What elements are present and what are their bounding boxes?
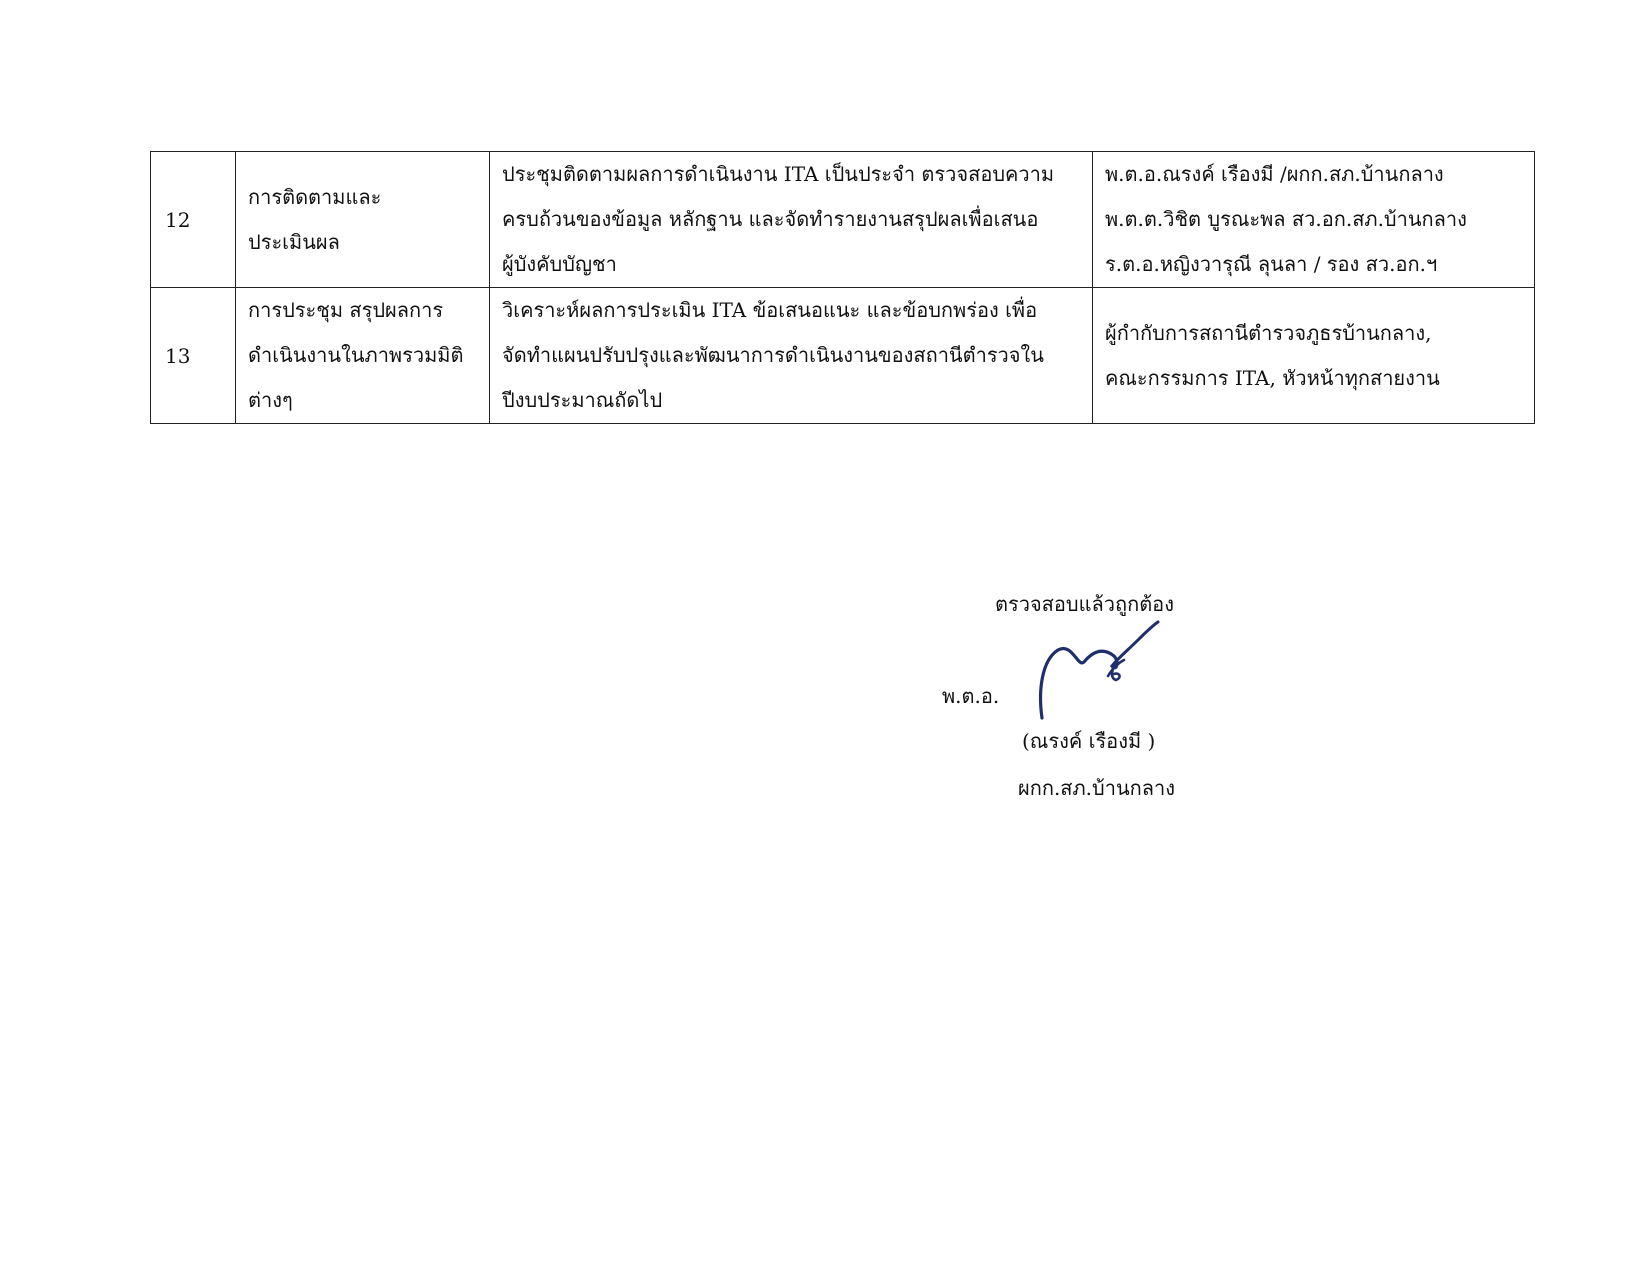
- signature-stroke: [1041, 648, 1118, 718]
- topic-line: ประเมินผล: [248, 229, 340, 254]
- row-number-cell: [151, 288, 236, 424]
- details-line: ประชุมติดตามผลการดำเนินงาน ITA เป็นประจำ ตรวจสอบความ: [502, 162, 1055, 186]
- signature-stroke: [1112, 622, 1158, 666]
- details-line: จัดทำแผนปรับปรุงและพัฒนาการดำเนินงานของสถานีตำรวจใน: [502, 343, 1044, 367]
- topic-cell: [236, 288, 490, 424]
- table-row: [151, 152, 1535, 288]
- verified-statement: ตรวจสอบแล้วถูกต้อง: [995, 592, 1174, 616]
- topic-cell: [236, 152, 490, 288]
- responsible-line: ผู้กำกับการสถานีตำรวจภูธรบ้านกลาง,: [1105, 320, 1432, 345]
- responsible-line: ร.ต.อ.หญิงวารุณี ลุนลา / รอง สว.อก.ฯ: [1105, 252, 1438, 276]
- row-number-cell: [151, 152, 236, 288]
- topic-line: การติดตามและ: [248, 184, 382, 209]
- row-number: 13: [165, 343, 191, 368]
- row-number: 12: [165, 207, 191, 232]
- handwritten-signature: [1028, 620, 1188, 730]
- details-line: ครบถ้วนของข้อมูล หลักฐาน และจัดทำรายงานสรุปผลเพื่อเสนอ: [502, 207, 1039, 231]
- details-cell: [490, 288, 1093, 424]
- signer-name: (ณรงค์ เรืองมี ): [1022, 729, 1156, 753]
- table-row: [151, 288, 1535, 424]
- details-cell: [490, 152, 1093, 288]
- topic-line: ต่างๆ: [248, 388, 293, 412]
- signer-position: ผกก.สภ.บ้านกลาง: [1018, 776, 1176, 800]
- responsible-cell: [1093, 152, 1535, 288]
- details-line: ผู้บังคับบัญชา: [502, 252, 617, 276]
- responsible-line: พ.ต.ต.วิชิต บูรณะพล สว.อก.สภ.บ้านกลาง: [1105, 207, 1467, 231]
- responsible-line: พ.ต.อ.ณรงค์ เรืองมี /ผกก.สภ.บ้านกลาง: [1105, 162, 1444, 186]
- responsible-line: คณะกรรมการ ITA, หัวหน้าทุกสายงาน: [1105, 365, 1440, 390]
- topic-line: ดำเนินงานในภาพรวมมิติ: [248, 343, 464, 367]
- signer-rank: พ.ต.อ.: [942, 684, 1000, 708]
- responsible-cell: [1093, 288, 1535, 424]
- action-plan-table: [150, 151, 1535, 424]
- details-line: ปีงบประมาณถัดไป: [502, 388, 663, 412]
- details-line: วิเคราะห์ผลการประเมิน ITA ข้อเสนอแนะ และข้อบกพร่อง เพื่อ: [502, 298, 1038, 322]
- topic-line: การประชุม สรุปผลการ: [248, 298, 444, 322]
